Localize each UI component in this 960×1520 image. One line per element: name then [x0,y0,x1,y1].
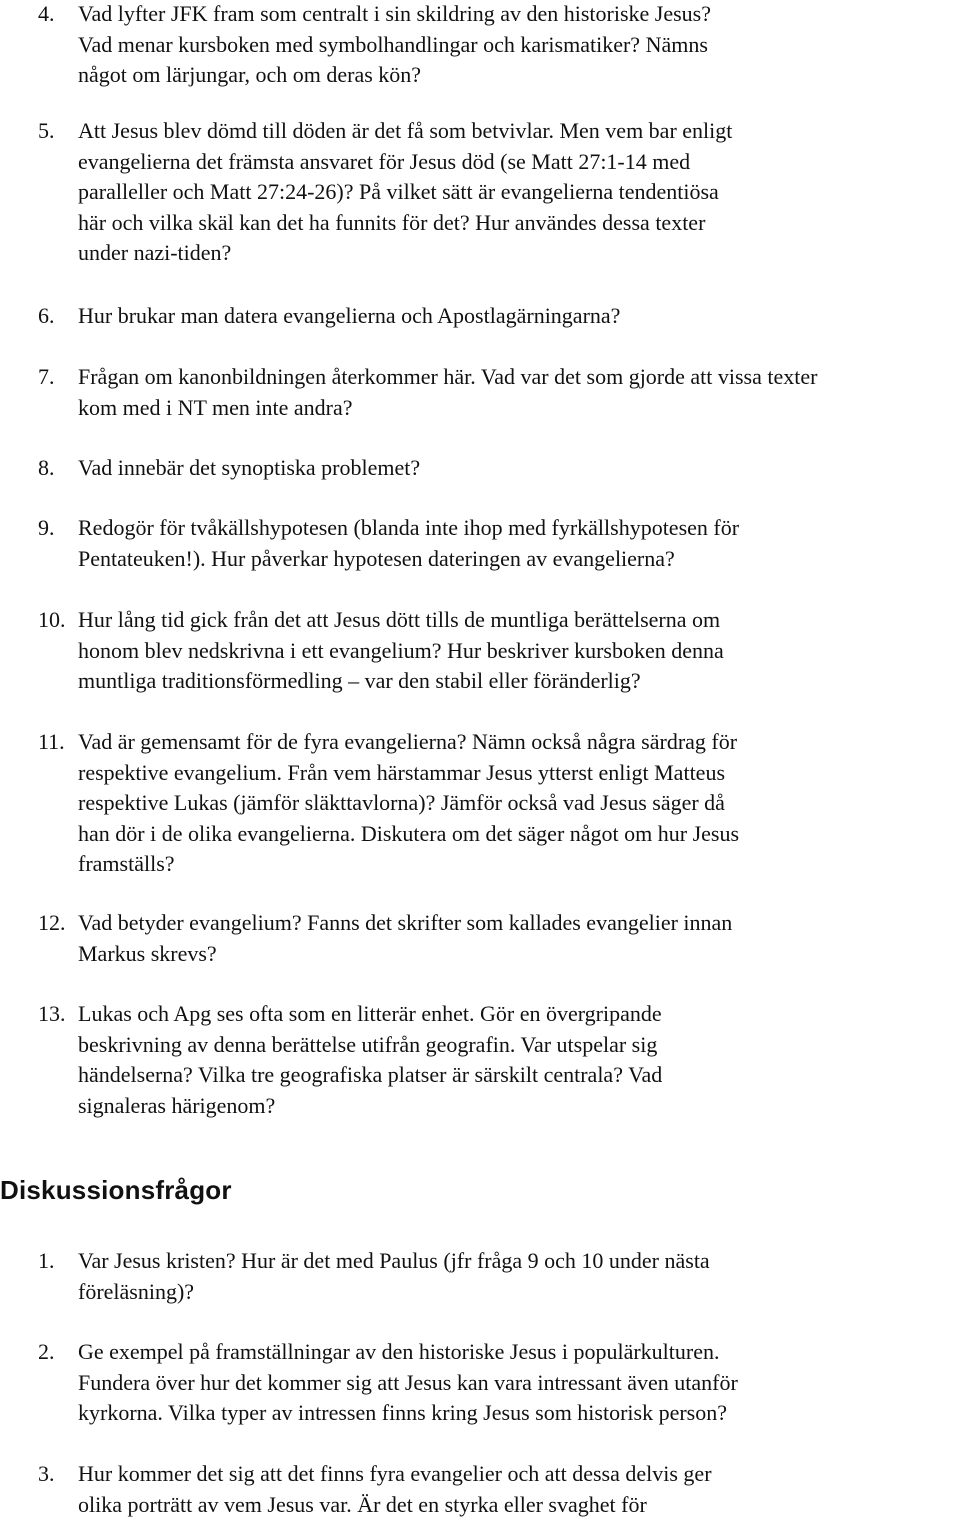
question-8 [0,453,960,484]
question-number: 3. [38,1461,55,1486]
question-number: 11. [38,729,65,754]
question-line: Vad menar kursboken med symbolhandlingar och karismatiker? Nämns [78,31,708,57]
question-number: 5. [38,118,55,143]
question-line: Hur kommer det sig att det finns fyra evangelier och att dessa delvis ger [78,1461,712,1486]
question-text [78,999,958,1121]
question-text [78,727,958,880]
question-line: här och vilka skäl kan det ha funnits för det? Hur användes dessa texter [78,209,706,235]
question-number: 13. [38,1001,66,1026]
question-13 [0,999,960,1121]
question-line: Ge exempel på framställningar av den historiske Jesus i populärkulturen. [78,1339,720,1364]
question-line: Frågan om kanonbildningen återkommer här. Vad var det som gjorde att vissa texter [78,364,818,389]
question-text [78,0,958,91]
question-line: Vad är gemensamt för de fyra evangelierna? Nämn också några särdrag för [78,729,738,754]
question-number: 10. [38,607,66,632]
question-number: 9. [38,515,55,540]
question-text [78,908,958,969]
question-line: olika porträtt av vem Jesus var. Är det en styrka eller svaghet för [78,1491,647,1517]
question-number: 1. [38,1248,55,1273]
question-line: Att Jesus blev dömd till döden är det få som betvivlar. Men vem bar enligt [78,118,733,143]
question-text [78,1246,958,1307]
question-line: Redogör för tvåkällshypotesen (blanda inte ihop med fyrkällshypotesen för [78,515,740,540]
question-12 [0,908,960,969]
question-line: under nazi-tiden? [78,240,232,266]
question-line: Vad betyder evangelium? Fanns det skrifter som kallades evangelier innan [78,910,733,935]
question-5 [0,116,960,269]
question-line: muntliga traditionsförmedling – var den stabil eller föränderlig? [78,668,641,694]
question-line: respektive Lukas (jämför släkttavlorna)? Jämför också vad Jesus säger då [78,790,725,816]
question-6 [0,301,960,332]
discussion-question-3 [0,1459,960,1520]
question-line: honom blev nedskrivna i ett evangelium? Hur beskriver kursboken denna [78,637,724,663]
question-line: Lukas och Apg ses ofta som en litterär enhet. Gör en övergripande [78,1001,662,1026]
question-line: Hur brukar man datera evangelierna och Apostlagärningarna? [78,303,621,328]
question-text [78,362,958,423]
question-text [78,513,958,574]
question-4 [0,0,960,91]
question-text [78,1459,958,1520]
question-number: 7. [38,364,55,389]
question-line: något om lärjungar, och om deras kön? [78,62,422,88]
question-line: Var Jesus kristen? Hur är det med Paulus (jfr fråga 9 och 10 under nästa [78,1248,710,1273]
question-number: 8. [38,455,55,480]
question-line: han dör i de olika evangelierna. Diskutera om det säger något om hur Jesus [78,820,740,846]
question-line: evangelierna det främsta ansvaret för Jesus död (se Matt 27:1-14 med [78,148,691,174]
question-text [78,453,958,484]
question-line: signaleras härigenom? [78,1092,276,1118]
question-line: Vad innebär det synoptiska problemet? [78,455,421,480]
question-number: 2. [38,1339,55,1364]
question-line: beskrivning av denna berättelse utifrån geografin. Var utspelar sig [78,1031,658,1057]
question-text [78,301,958,332]
question-line: kom med i NT men inte andra? [78,394,353,420]
question-11 [0,727,960,880]
discussion-question-2 [0,1337,960,1429]
question-line: Hur lång tid gick från det att Jesus dött tills de muntliga berättelserna om [78,607,721,632]
question-line: händelserna? Vilka tre geografiska platser är särskilt centrala? Vad [78,1062,663,1088]
question-7 [0,362,960,423]
question-line: Vad lyfter JFK fram som centralt i sin skildring av den historiske Jesus? [78,1,712,26]
question-number: 4. [38,1,55,26]
question-line: framställs? [78,851,175,877]
question-number: 12. [38,910,66,935]
question-number: 6. [38,303,55,328]
question-text [78,116,958,269]
discussion-question-1 [0,1246,960,1307]
question-line: Pentateuken!). Hur påverkar hypotesen dateringen av evangelierna? [78,545,675,571]
section-heading: Diskussionsfrågor [0,1175,232,1205]
question-text [78,605,958,697]
question-line: respektive evangelium. Från vem härstammar Jesus ytterst enligt Matteus [78,759,726,785]
question-9 [0,513,960,574]
question-line: föreläsning)? [78,1278,195,1304]
question-10 [0,605,960,697]
question-line: Fundera över hur det kommer sig att Jesus kan vara intressant även utanför [78,1369,738,1395]
question-line: paralleller och Matt 27:24-26)? På vilket sätt är evangelierna tendentiösa [78,179,719,205]
question-text [78,1337,958,1429]
question-line: kyrkorna. Vilka typer av intressen finns kring Jesus som historisk person? [78,1400,728,1426]
question-line: Markus skrevs? [78,940,217,966]
